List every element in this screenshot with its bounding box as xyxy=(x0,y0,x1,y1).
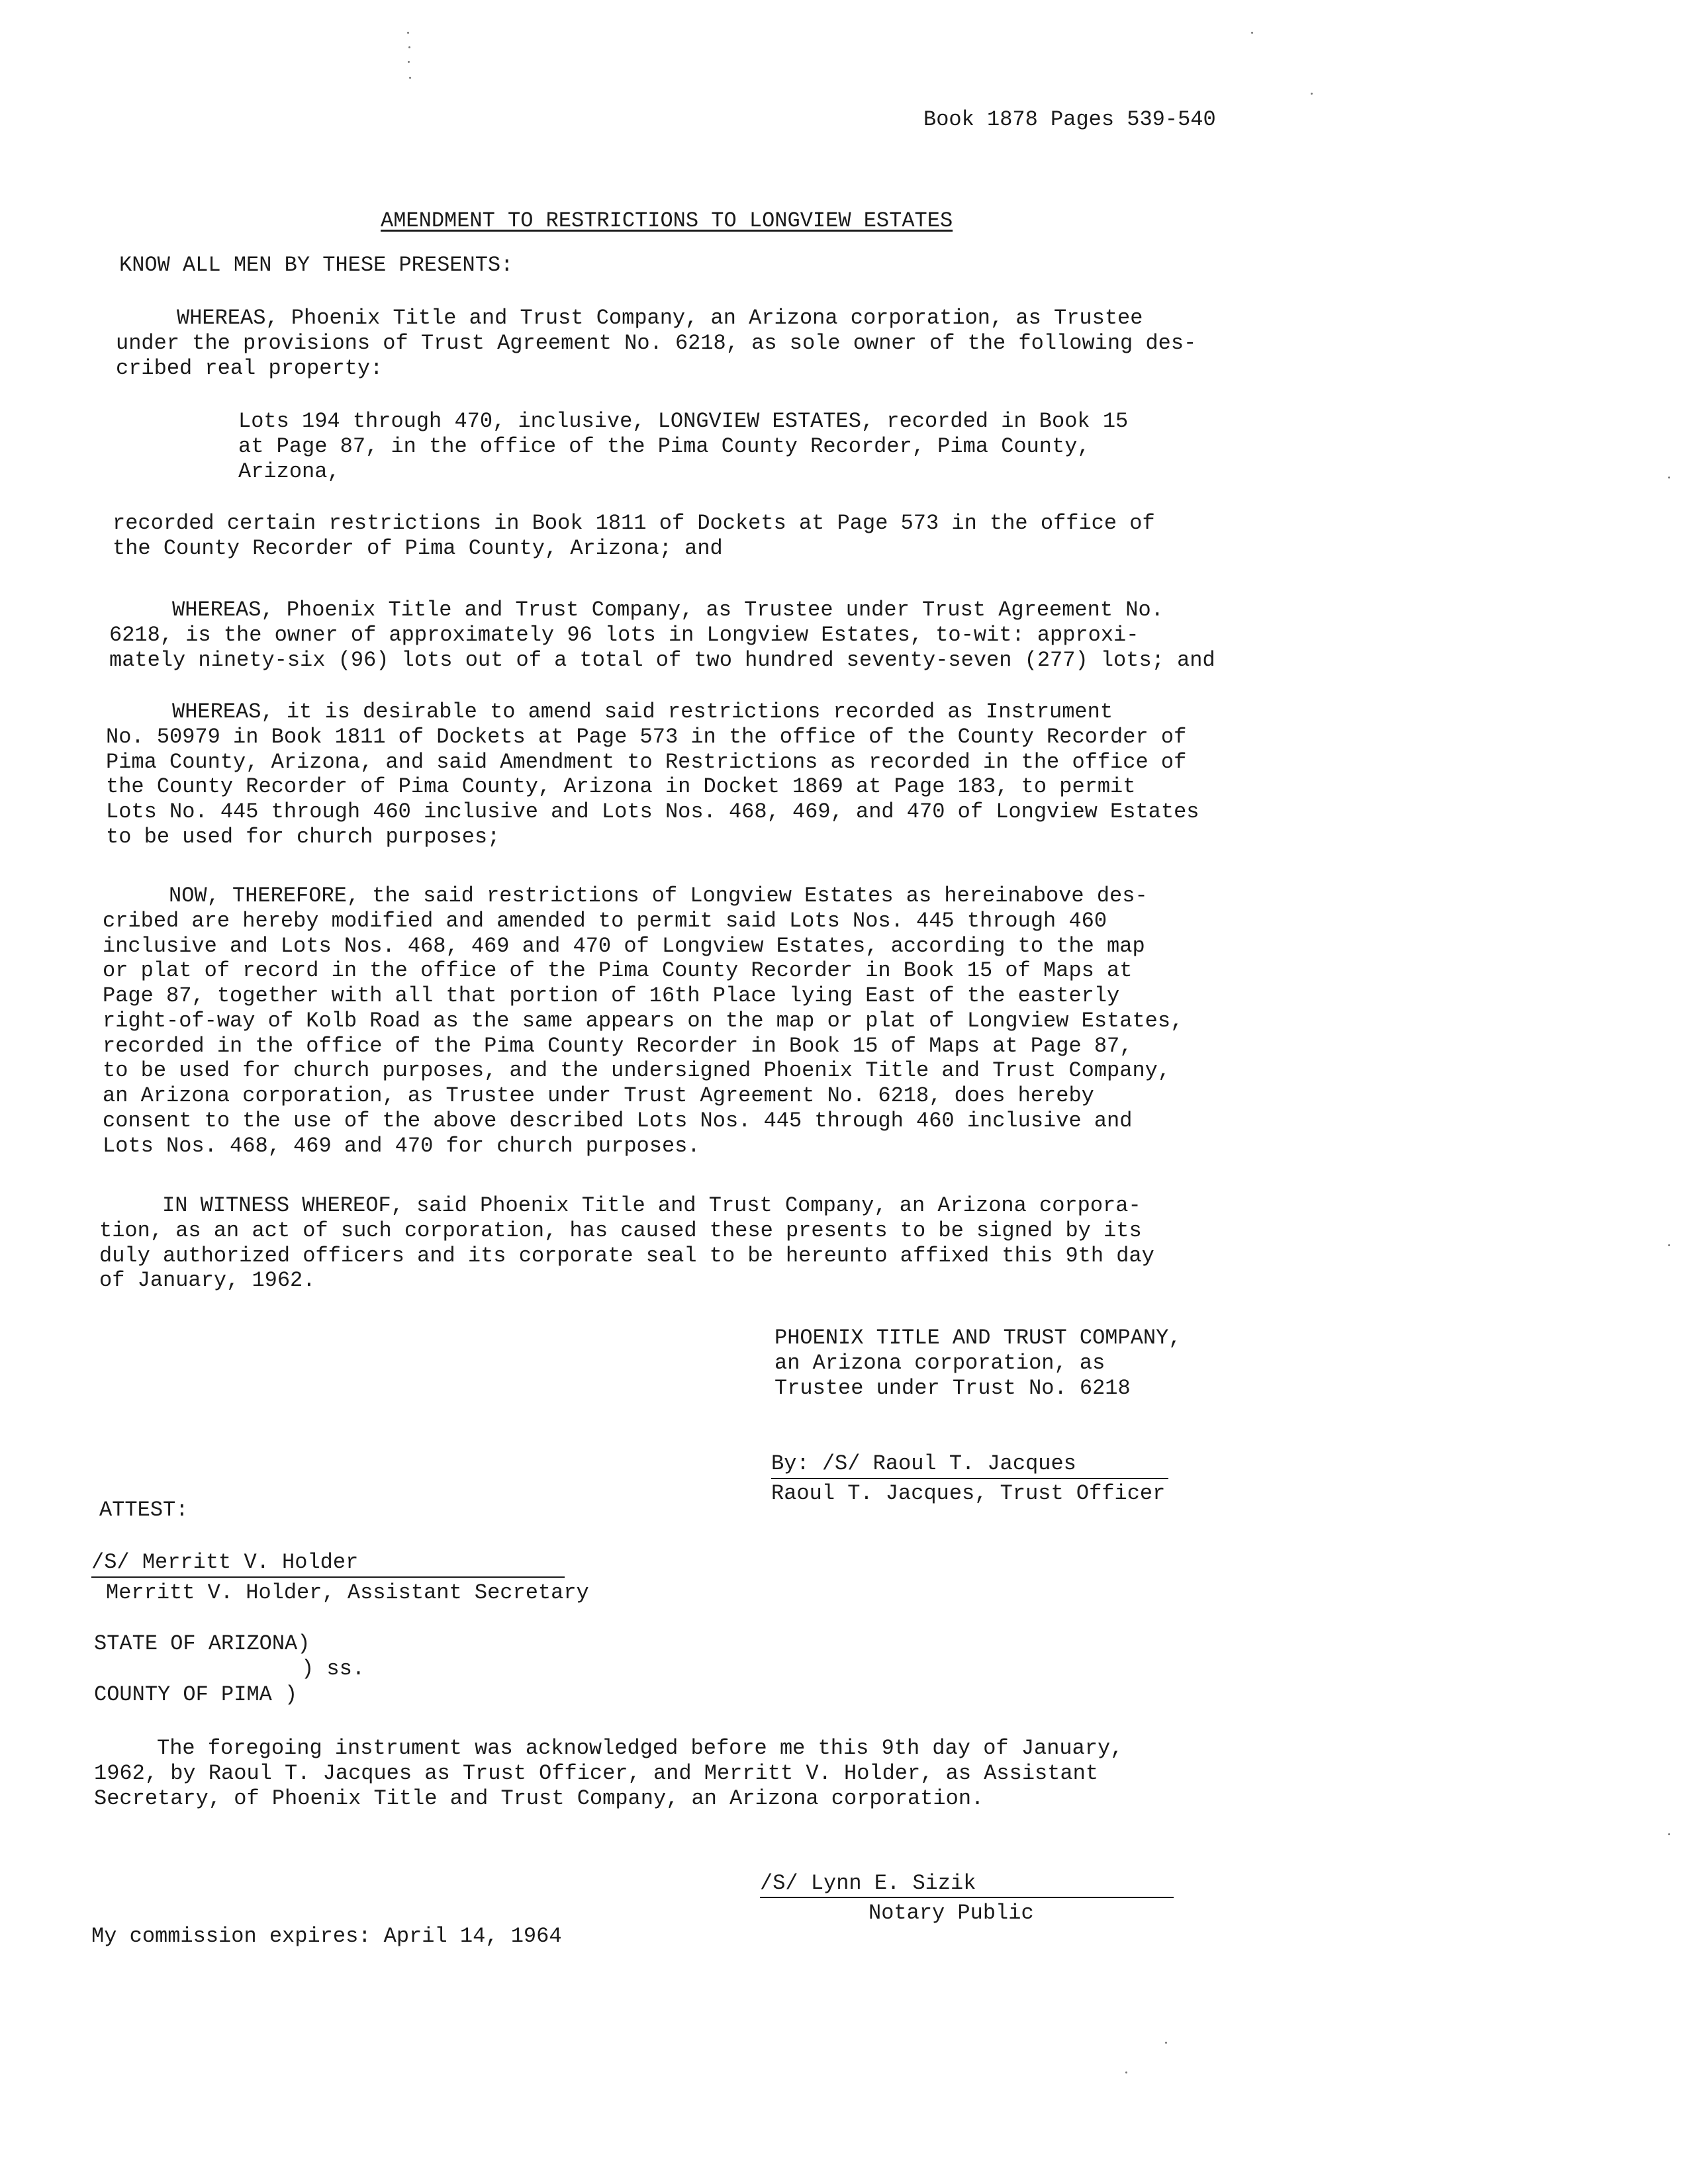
text-line: Lots Nos. 468, 469 and 470 for church purposes. xyxy=(103,1133,700,1158)
company-block xyxy=(774,1326,1370,1400)
text-line: Pima County, Arizona, and said Amendment to Restrictions as recorded in the office of xyxy=(106,749,1187,774)
text-line: mately ninety-six (96) lots out of a total of two hundred seventy-seven (277) lots; and xyxy=(109,647,1215,672)
text-line: PHOENIX TITLE AND TRUST COMPANY, xyxy=(774,1326,1182,1350)
signature-rule xyxy=(760,1897,1174,1898)
scan-speck xyxy=(1251,32,1253,34)
scan-speck xyxy=(408,61,410,63)
text-line: consent to the use of the above described Lots Nos. 445 through 460 inclusive and xyxy=(103,1108,1133,1133)
notary-title: Notary Public xyxy=(868,1901,1034,1925)
whereas-paragraph-3 xyxy=(106,700,1297,850)
venue-state: STATE OF ARIZONA) xyxy=(94,1631,310,1656)
recorded-clause xyxy=(113,511,1271,561)
text-line: 6218, is the owner of approximately 96 lots in Longview Estates, to-wit: approxi- xyxy=(109,622,1139,647)
scan-speck xyxy=(1311,93,1313,95)
officer-signature-line: By: /S/ Raoul T. Jacques xyxy=(771,1451,1076,1476)
text-line: NOW, THEREFORE, the said restrictions of Longview Estates as hereinabove des- xyxy=(169,884,1148,908)
text-line: duly authorized officers and its corporate seal to be hereunto affixed this 9th day xyxy=(99,1243,1154,1268)
text-line: 1962, by Raoul T. Jacques as Trust Officer, and Merritt V. Holder, as Assistant xyxy=(94,1760,1099,1786)
text-line: recorded certain restrictions in Book 1811 of Dockets at Page 573 in the office of xyxy=(113,511,1155,535)
acknowledgment-paragraph xyxy=(94,1736,1286,1811)
signature-rule xyxy=(91,1576,565,1578)
venue-ss: ) ss. xyxy=(301,1657,365,1681)
text-line: Lots No. 445 through 460 inclusive and Lots Nos. 468, 469, and 470 of Longview Estates xyxy=(106,799,1199,824)
text-line: tion, as an act of such corporation, has caused these presents to be signed by its xyxy=(99,1218,1142,1243)
signature-rule xyxy=(771,1478,1168,1479)
text-line: Trustee under Trust No. 6218 xyxy=(774,1375,1131,1400)
attest-signature: /S/ Merritt V. Holder xyxy=(91,1550,359,1574)
scan-speck xyxy=(1668,477,1670,478)
book-reference: Book 1878 Pages 539-540 xyxy=(923,107,1216,132)
attest-name-title: Merritt V. Holder, Assistant Secretary xyxy=(106,1580,589,1605)
text-line: under the provisions of Trust Agreement No. 6218, as sole owner of the following des- xyxy=(116,330,1197,355)
text-line: inclusive and Lots Nos. 468, 469 and 470 of Longview Estates, according to the map xyxy=(103,933,1145,958)
text-line: cribed real property: xyxy=(116,355,383,381)
text-line: at Page 87, in the office of the Pima County Recorder, Pima County, xyxy=(238,433,1090,459)
text-line: IN WITNESS WHEREOF, said Phoenix Title and Trust Company, an Arizona corpora- xyxy=(162,1193,1141,1218)
scan-speck xyxy=(408,46,410,48)
text-line: Arizona, xyxy=(238,459,340,484)
whereas-paragraph-2 xyxy=(109,598,1301,672)
scan-speck xyxy=(1668,1833,1670,1835)
text-line: right-of-way of Kolb Road as the same appears on the map or plat of Longview Estates, xyxy=(103,1008,1184,1033)
text-line: an Arizona corporation, as Trustee under Trust Agreement No. 6218, does hereby xyxy=(103,1083,1094,1108)
venue-county: COUNTY OF PIMA ) xyxy=(94,1682,298,1707)
scan-speck xyxy=(1668,1244,1670,1246)
text-line: of January, 1962. xyxy=(99,1268,316,1293)
text-line: The foregoing instrument was acknowledged before me this 9th day of January, xyxy=(157,1736,1123,1760)
text-line: to be used for church purposes; xyxy=(106,824,500,849)
now-therefore-paragraph xyxy=(103,884,1294,1158)
whereas-paragraph-1 xyxy=(116,306,1241,381)
document-title: AMENDMENT TO RESTRICTIONS TO LONGVIEW ESTATES xyxy=(381,208,953,233)
text-line: an Arizona corporation, as xyxy=(774,1350,1105,1375)
text-line: to be used for church purposes, and the undersigned Phoenix Title and Trust Company, xyxy=(103,1058,1171,1083)
property-description xyxy=(238,409,1165,484)
text-line: WHEREAS, it is desirable to amend said restrictions recorded as Instrument xyxy=(172,700,1113,724)
officer-name-title: Raoul T. Jacques, Trust Officer xyxy=(771,1481,1166,1506)
scan-speck xyxy=(409,77,411,79)
text-line: No. 50979 in Book 1811 of Dockets at Page 573 in the office of the County Recorder of xyxy=(106,724,1187,749)
text-line: recorded in the office of the Pima County Recorder in Book 15 of Maps at Page 87, xyxy=(103,1033,1133,1058)
text-line: Secretary, of Phoenix Title and Trust Company, an Arizona corporation. xyxy=(94,1786,984,1811)
text-line: Lots 194 through 470, inclusive, LONGVIEW ESTATES, recorded in Book 15 xyxy=(238,409,1129,433)
text-line: cribed are hereby modified and amended to permit said Lots Nos. 445 through 460 xyxy=(103,908,1107,933)
commission-expiry: My commission expires: April 14, 1964 xyxy=(91,1924,562,1948)
text-line: the County Recorder of Pima County, Arizona; and xyxy=(113,535,723,561)
salutation: KNOW ALL MEN BY THESE PRESENTS: xyxy=(119,253,514,277)
text-line: or plat of record in the office of the Pima County Recorder in Book 15 of Maps at xyxy=(103,958,1133,983)
scan-speck xyxy=(1125,2071,1127,2073)
notary-signature: /S/ Lynn E. Sizik xyxy=(760,1871,976,1895)
text-line: the County Recorder of Pima County, Arizona in Docket 1869 at Page 183, to permit xyxy=(106,774,1136,799)
text-line: WHEREAS, Phoenix Title and Trust Company, as Trustee under Trust Agreement No. xyxy=(172,598,1164,622)
scan-speck xyxy=(1165,2042,1167,2044)
scan-speck xyxy=(407,32,409,34)
attest-label: ATTEST: xyxy=(99,1498,189,1522)
text-line: Page 87, together with all that portion of 16th Place lying East of the easterly xyxy=(103,983,1120,1008)
witness-paragraph xyxy=(99,1193,1291,1293)
text-line: WHEREAS, Phoenix Title and Trust Company, an Arizona corporation, as Trustee xyxy=(177,306,1143,330)
